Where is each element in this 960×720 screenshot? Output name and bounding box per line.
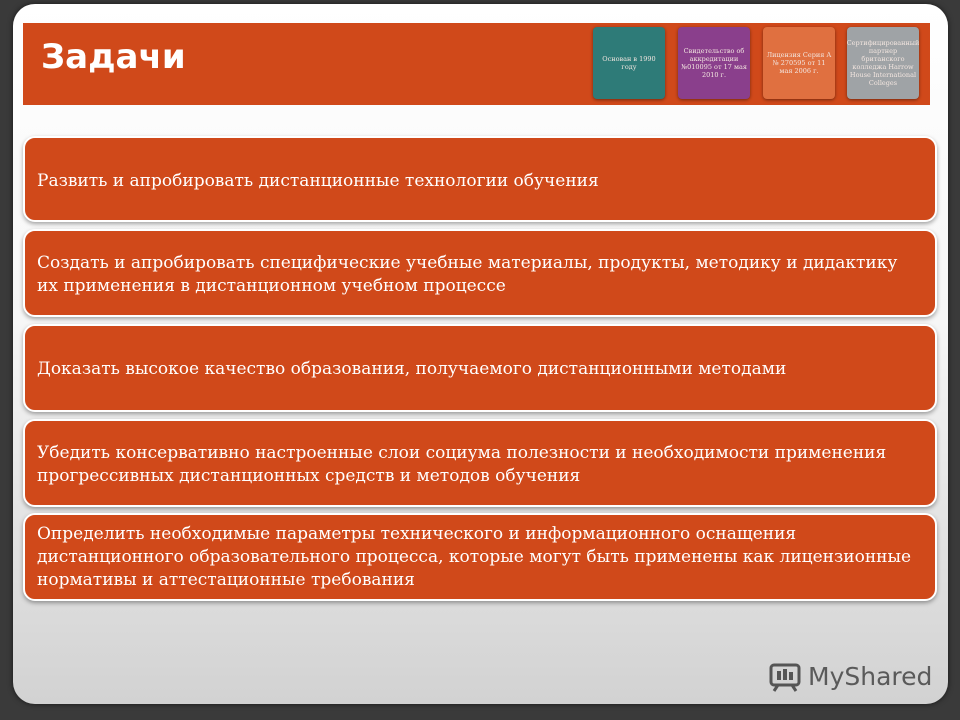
task-item-5: [23, 513, 937, 601]
badge-license: Лицензия Серия А № 270595 от 11 мая 2006 г.: [763, 27, 835, 99]
badge-partner: Сертифицированный партнер британского колледжа Harrow House International Colleges: [847, 27, 919, 99]
task-text: Развить и апробировать дистанционные технологии обучения: [37, 171, 599, 191]
task-text: Убедить консервативно настроенные слои социума полезности и необходимости применения прогрессивных дистанционных средств и методов обучения: [37, 443, 887, 486]
task-text: Создать и апробировать специфические учебные материалы, продукты, методику и дидактику их применения в дистанционном учебном процессе: [37, 253, 898, 296]
task-item-1: [23, 136, 937, 222]
myshared-logo-icon: [768, 659, 802, 693]
task-item-3: [23, 324, 937, 412]
slide-header: [23, 23, 930, 105]
task-text: Определить необходимые параметры технического и информационного оснащения дистанционного образовательного процесса, которые могут быть применены как лицензионные нормативы и аттестационные требования: [37, 524, 912, 590]
watermark-text: MyShared: [808, 661, 933, 691]
badge-founded: Основан в 1990 году: [593, 27, 665, 99]
badge-accreditation: Свидетельство об аккредитации №010095 от 17 мая 2010 г.: [678, 27, 750, 99]
task-item-4: [23, 419, 937, 507]
watermark-logo[interactable]: [768, 656, 932, 696]
task-item-2: [23, 229, 937, 317]
slide-title: Задачи: [41, 37, 186, 77]
task-text: Доказать высокое качество образования, получаемого дистанционными методами: [37, 359, 787, 379]
